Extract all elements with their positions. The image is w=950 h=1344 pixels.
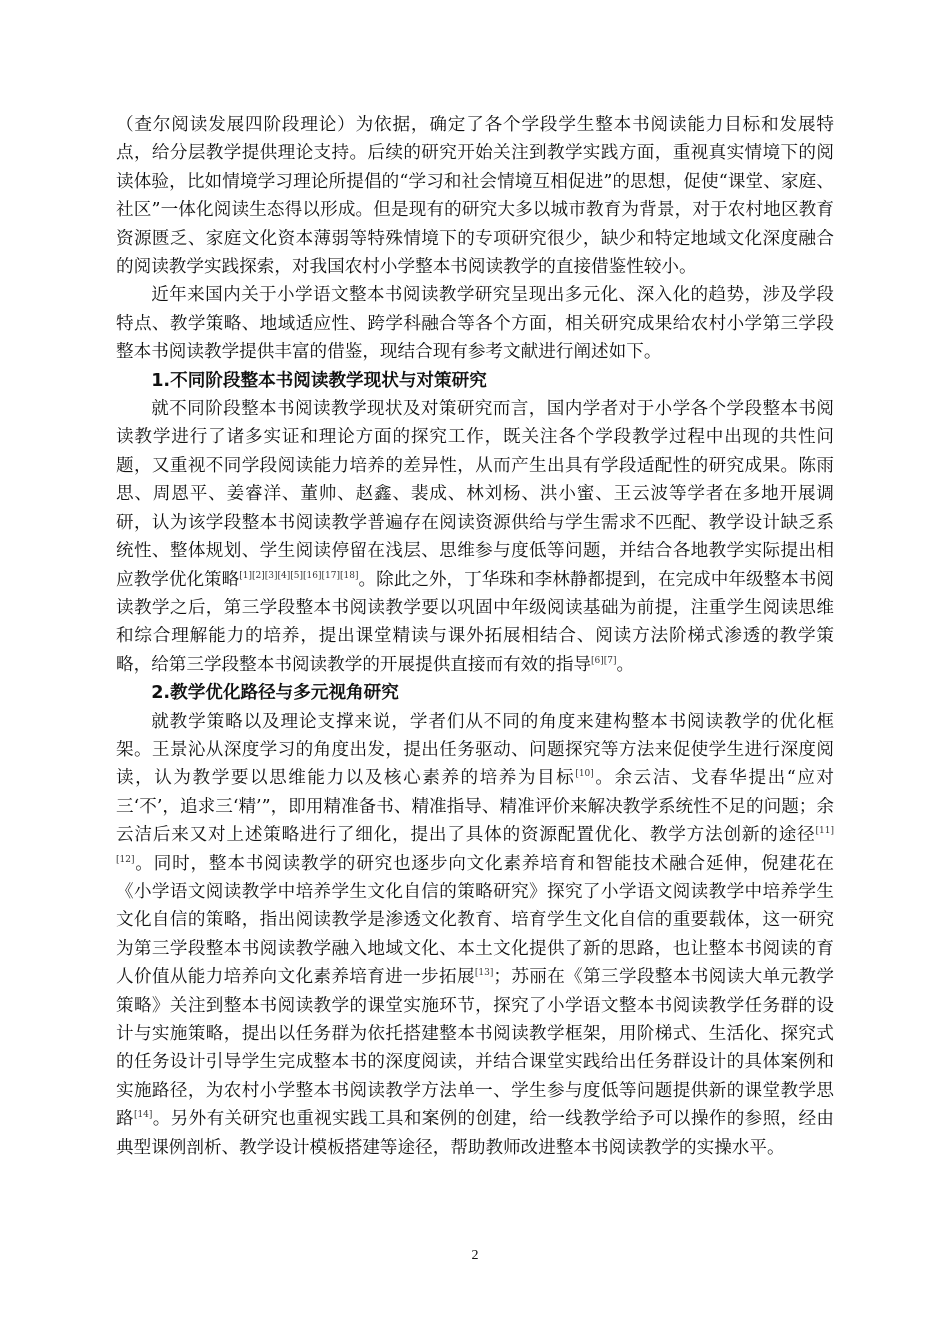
body-text [116, 111, 834, 1162]
paragraph-text: 。另外有关研究也重视实践工具和案例的创建，给一线教学给予可以操作的参照，经由典型课例剖析、教学设计模板搭建等途径，帮助教师改进整本书阅读教学的实操水平。 [116, 1109, 834, 1158]
paragraph-intro-continuation: （查尔阅读发展四阶段理论）为依据，确定了各个学段学生整本书阅读能力目标和发展特点，给分层教学提供理论支持。后续的研究开始关注到教学实践方面，重视真实情境下的阅读体验，比如情境学习理论所提倡的“学习和社会情境互相促进”的思想，促使“课堂、家庭、社区”一体化阅读生态得以形成。但是现有的研究大多以城市教育为背景，对于农村地区教育资源匮乏、家庭文化资本薄弱等特殊情境下的专项研究很少，缺少和特定地域文化深度融合的阅读教学实践探索，对我国农村小学整本书阅读教学的直接借鉴性较小。 [116, 115, 834, 278]
section-heading-1: 1.不同阶段整本书阅读教学现状与对策研究 [151, 370, 487, 391]
citation: [6][7] [591, 655, 617, 666]
paragraph-text: 。余云洁、戈春华提出“应对三‘不’，追求三‘精’”，即用精准备书、精准指导、精准评价来解决教学系统性不足的问题；余云洁后来又对上述策略进行了细化，提出了具体的资源配置优化、教学方法创新的途径 [116, 768, 834, 846]
citation: [11][12] [116, 826, 834, 865]
citation: [13] [474, 968, 494, 979]
paragraph-text: 就不同阶段整本书阅读教学现状及对策研究而言，国内学者对于小学各个学段整本书阅读教学进行了诸多实证和理论方面的探究工作，既关注各个学段教学过程中出现的共性问题，又重视不同学段阅读能力培养的差异性，从而产生出具有学段适配性的研究成果。陈雨思、周恩平、姜睿洋、董帅、赵鑫、裴成、林刘杨、洪小蜜、王云波等学者在多地开展调研，认为该学段整本书阅读教学普遍存在阅读资源供给与学生需求不匹配、教学设计缺乏系统性、整体规划、学生阅读停留在浅层、思维参与度低等问题，并结合各地教学实际提出相应教学优化策略 [116, 399, 834, 590]
paragraph-optimization-research [116, 708, 834, 1163]
section-heading-2: 2.教学优化路径与多元视角研究 [151, 683, 399, 704]
paragraph-stage-research [116, 395, 834, 679]
paragraph-text: 就教学策略以及理论支撑来说，学者们从不同的角度来建构整本书阅读教学的优化框架。王景沁从深度学习的角度出发，提出任务驱动、问题探究等方法来促使学生进行深度阅读，认为教学要以思维能力以及核心素养的培养为目标 [116, 711, 834, 789]
paragraph-text: 。同时，整本书阅读教学的研究也逐步向文化素养培育和智能技术融合延伸，倪建花在《小学语文阅读教学中培养学生文化自信的策略研究》探究了小学语文阅读教学中培养学生文化自信的策略，指出阅读教学是渗透文化教育、培育学生文化自信的重要载体，这一研究为第三学段整本书阅读教学融入地域文化、本土文化提供了新的思路，也让整本书阅读的育人价值从能力培养向文化素养培育进一步拓展 [116, 853, 834, 988]
citation: [10] [575, 769, 594, 780]
citation: [14] [133, 1110, 153, 1121]
paragraph-text: 。 [616, 654, 635, 675]
paragraph-text: ；苏丽在《第三学段整本书阅读大单元教学策略》关注到整本书阅读教学的课堂实施环节，探究了小学语文整本书阅读教学任务群的设计与实施策略，提出以任务群为依托搭建整本书阅读教学框架，用阶梯式、生活化、探究式的任务设计引导学生完成整本书的深度阅读，并结合课堂实践给出任务群设计的具体案例和实施路径，为农村小学整本书阅读教学方法单一、学生参与度低等问题提供新的课堂教学思路 [116, 967, 834, 1130]
citation: [1][2][3][4][5][16][17][18] [239, 570, 359, 581]
paragraph-text: 。除此之外，丁华珠和李林静都提到，在完成中年级整本书阅读教学之后，第三学段整本书阅读教学要以巩固中年级阅读基础为前提，注重学生阅读思维和综合理解能力的培养，提出课堂精读与课外拓展相结合、阅读方法阶梯式渗透的教学策略，给第三学段整本书阅读教学的开展提供直接而有效的指导 [116, 569, 834, 675]
paragraph-domestic-overview: 近年来国内关于小学语文整本书阅读教学研究呈现出多元化、深入化的趋势，涉及学段特点、教学策略、地域适应性、跨学科融合等各个方面，相关研究成果给农村小学第三学段整本书阅读教学提供丰富的借鉴，现结合现有参考文献进行阐述如下。 [116, 285, 834, 363]
page-number: 2 [471, 1248, 479, 1263]
